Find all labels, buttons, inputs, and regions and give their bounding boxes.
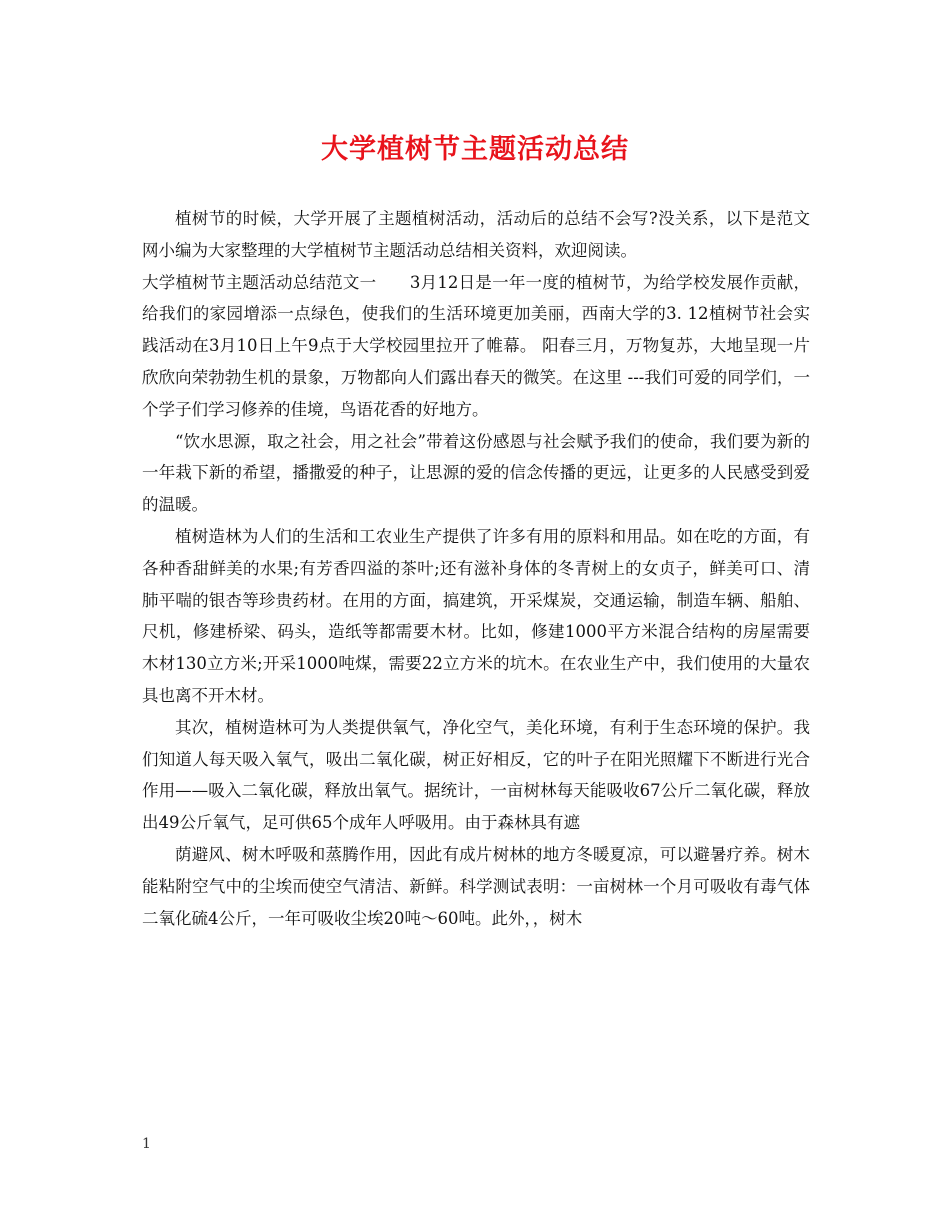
paragraph-materials: 植树造林为人们的生活和工农业生产提供了许多有用的原料和用品。如在吃的方面，有各种香甜鲜美的水果;有芳香四溢的茶叶;还有滋补身体的冬青树上的女贞子，鲜美可口、清肺平喘的银杏等珍贵药材。在用的方面，搞建筑，开采煤炭，交通运输，制造车辆、船舶、尺机，修建桥梁、码头，造纸等都需要木材。比如，修建1000平方米混合结构的房屋需要木材130立方米;开采1000吨煤，需要22立方米的坑木。在农业生产中，我们使用的大量农具也离不开木材。 (142, 526, 810, 705)
paragraph-essay-opening: 大学植树节主题活动总结范文一 3月12日是一年一度的植树节，为给学校发展作贡献，给我们的家园增添一点绿色，使我们的生活环境更加美丽，西南大学的3. 12植树节社会实践活动在3月10日上午9点于大学校园里拉开了帷幕。 阳春三月，万物复苏，大地呈现一片欣欣向荣勃勃生机的景象，万物都向人们露出春天的微笑。在这里 ---我们可爱的同学们，一个学子们学习修养的佳境，鸟语花香的好地方。 (142, 272, 810, 419)
paragraph-oxygen: 其次，植树造林可为人类提供氧气，净化空气，美化环境，有利于生态环境的保护。我们知道人每天吸入氧气，吸出二氧化碳，树正好相反，它的叶子在阳光照耀下不断进行光合作用——吸入二氧化碳，释放出氧气。据统计，一亩树林每天能吸收67公斤二氧化碳，释放出49公斤氧气，足可供65个成年人呼吸用。由于森林具有遮 (142, 717, 810, 833)
document-title: 大学植树节主题活动总结 (321, 134, 629, 165)
page-number: 1 (142, 1136, 151, 1152)
paragraph-intro: 植树节的时候，大学开展了主题植树活动，活动后的总结不会写?没关系，以下是范文网小编为大家整理的大学植树节主题活动总结相关资料，欢迎阅读。 (142, 209, 810, 260)
document-body (142, 203, 810, 934)
paragraph-climate: 荫避风、树木呼吸和蒸腾作用，因此有成片树林的地方冬暖夏凉，可以避暑疗养。树木能粘附空气中的尘埃而使空气清洁、新鲜。科学测试表明：一亩树林一个月可吸收有毒气体二氧化硫4公斤，一年可吸收尘埃20吨～60吨。此外，，树木 (142, 844, 810, 928)
paragraph-gratitude: “饮水思源，取之社会，用之社会”带着这份感恩与社会赋予我们的使命，我们要为新的一年栽下新的希望，播撒爱的种子，让思源的爱的信念传播的更远，让更多的人民感受到爱的温暖。 (142, 431, 810, 515)
